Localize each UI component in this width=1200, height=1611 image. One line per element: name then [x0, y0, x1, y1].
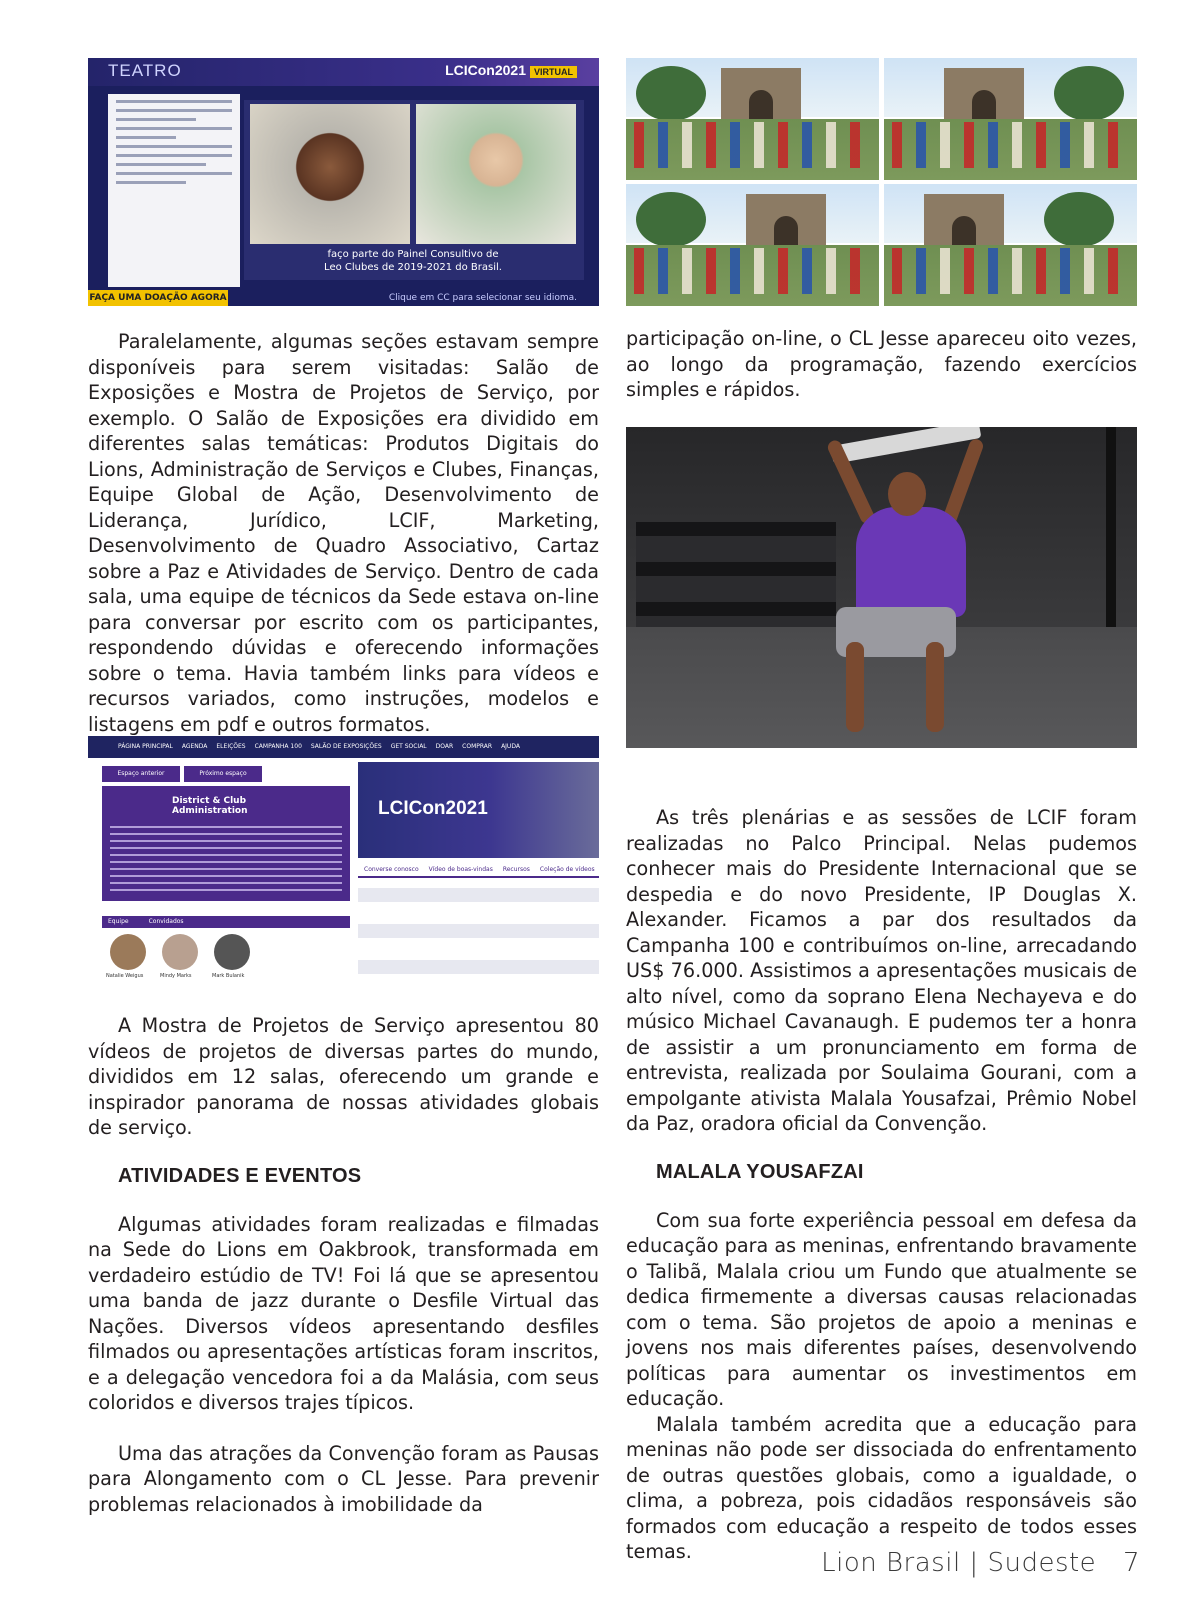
teatro-title: TEATRO	[108, 61, 182, 80]
exhibition-web-screenshot	[88, 736, 599, 984]
paragraph-jesse-continued: participação on-line, o CL Jesse apareceu oito vezes, ao longo da programação, fazendo exercícios simples e rápidos.	[626, 327, 1137, 401]
left-column-top	[88, 329, 599, 737]
web-nav-bar: PÁGINA PRINCIPAL AGENDA ELEIÇÕES CAMPANHA 100 SALÃO DE EXPOSIÇÕES GET SOCIAL DOAR COMPRAR AJUDA	[88, 736, 599, 758]
donate-button: FAÇA UMA DOAÇÃO AGORA	[88, 290, 228, 306]
team-avatars: Natalie Weigus Mindy Marks Mark Bulanik	[102, 932, 350, 984]
chat-messages	[358, 878, 599, 984]
paragraph-mostra: A Mostra de Projetos de Serviço apresentou 80 vídeos de projetos de diversas partes do mundo, divididos em 12 salas, oferecendo um grande e inspirador panorama de nossas atividades globais de serviço.	[88, 1014, 599, 1139]
right-column-top	[626, 326, 1137, 403]
heading-malala: MALALA YOUSAFZAI	[656, 1160, 864, 1183]
left-column-bottom	[88, 1013, 599, 1517]
parade-photo-1	[626, 58, 879, 180]
right-column-bottom	[626, 805, 1137, 1565]
teatro-header-bar	[88, 58, 599, 86]
parade-photo-3	[626, 184, 879, 306]
paragraph-exposicoes: Paralelamente, algumas seções estavam sempre disponíveis para serem visitadas: Salão de Exposições e Mostra de Projetos de Serviço, por exemplo. O Salão de Exposições era dividido em diferentes salas temáticas: Produtos Digitais do Lions, Administração de Serviços e Clubes, Finanças, Equipe Global de Ação, Desenvolvimento de Liderança, Jurídico, LCIF, Marketing, Desenvolvimento de Quadro Associativo, Cartaz sobre a Paz e Atividades de Serviço. Dentro de cada sala, uma equipe de técnicos da Sede estava on-line para conversar por escrito com os participantes, respondendo dúvidas e oferecendo informações sobre o tema. Havia também links para vídeos e recursos variados, como instruções, modelos e listagens em pdf e outros formatos.	[88, 330, 599, 736]
paragraph-plenarias: As três plenárias e as sessões de LCIF foram realizadas no Palco Principal. Nelas pudemos conhecer mais do Presidente Internacional que se despedia e do novo Presidente, IP Douglas X. Alexander. Ficamos a par dos resultados da Campanha 100 e contribuímos on-line, arrecadando US$ 76.000. Assistimos a apresentações musicais de alto nível, como da soprano Elena Nechayeva e do músico Michael Cavanaugh. E pudemos ter a honra de assistir a um pronunciamento em forma de entrevista, realizada por Soulaima Gourani, com a empolgante ativista Malala Yousafzai, Prêmio Nobel da Paz, oradora oficial da Convenção.	[626, 806, 1137, 1135]
paragraph-alongamento: Uma das atrações da Convenção foram as Pausas para Alongamento com o CL Jesse. Para prevenir problemas relacionados à imobilidade da	[88, 1441, 599, 1516]
web-content-tabs: Converse conosco Vídeo de boas-vindas Recursos Coleção de vídeos	[358, 864, 599, 878]
speaker-1-video	[250, 104, 410, 244]
parade-photo-grid	[626, 58, 1137, 306]
heading-atividades: ATIVIDADES E EVENTOS	[118, 1164, 362, 1187]
paragraph-atividades: Algumas atividades foram realizadas e filmadas na Sede do Lions em Oakbrook, transformada em verdadeiro estúdio de TV! Foi lá que se apresentou uma banda de jazz durante o Desfile Virtual das Nações. Diversos vídeos apresentando desfiles filmados ou apresentações artísticas foram inscritos, e a delegação vencedora foi a da Malásia, com seus coloridos e diversos trajes típicos.	[88, 1212, 599, 1414]
lcicon-logo: LCICon2021 VIRTUAL	[445, 62, 577, 78]
page-number: 7	[1122, 1548, 1140, 1578]
teatro-screenshot	[88, 58, 599, 306]
teatro-abstract-panel	[108, 94, 240, 287]
paragraph-malala-educacao: Malala também acredita que a educação para meninas não pode ser dissociada do enfrentamento de outras questões globais, como a igualdade, o clima, a pobreza, pois cidadãos responsáveis são formados com educação a respeito de todos esses temas.	[626, 1412, 1137, 1563]
publication-name: Lion Brasil | Sudeste	[821, 1548, 1097, 1578]
team-tabs: Equipe Convidados	[102, 916, 350, 928]
cc-hint: Clique em CC para selecionar seu idioma.	[388, 293, 577, 303]
page-footer	[821, 1548, 1140, 1578]
paragraph-malala-fundo: Com sua forte experiência pessoal em defesa da educação para as meninas, enfrentando bravamente o Talibã, Malala criou um Fundo que atualmente se dedica firmemente a diversas causas relacionadas com o tema. São projetos de apoio a meninas e jovens nos mais diferentes países, desenvolvendo políticas para aumentar os investimentos em educação.	[626, 1208, 1137, 1410]
stretching-photo	[626, 427, 1137, 748]
video-caption: faço parte do Painel Consultivo de Leo Clubes de 2019-2021 do Brasil.	[324, 249, 502, 273]
district-club-panel: District & Club Administration	[102, 786, 350, 901]
web-space-buttons: Espaço anterior Próximo espaço	[102, 766, 350, 782]
parade-photo-2	[884, 58, 1137, 180]
speaker-2-video	[416, 104, 576, 244]
teatro-video	[244, 100, 584, 280]
lcicon-banner: LCICon2021	[358, 762, 599, 858]
parade-photo-4	[884, 184, 1137, 306]
